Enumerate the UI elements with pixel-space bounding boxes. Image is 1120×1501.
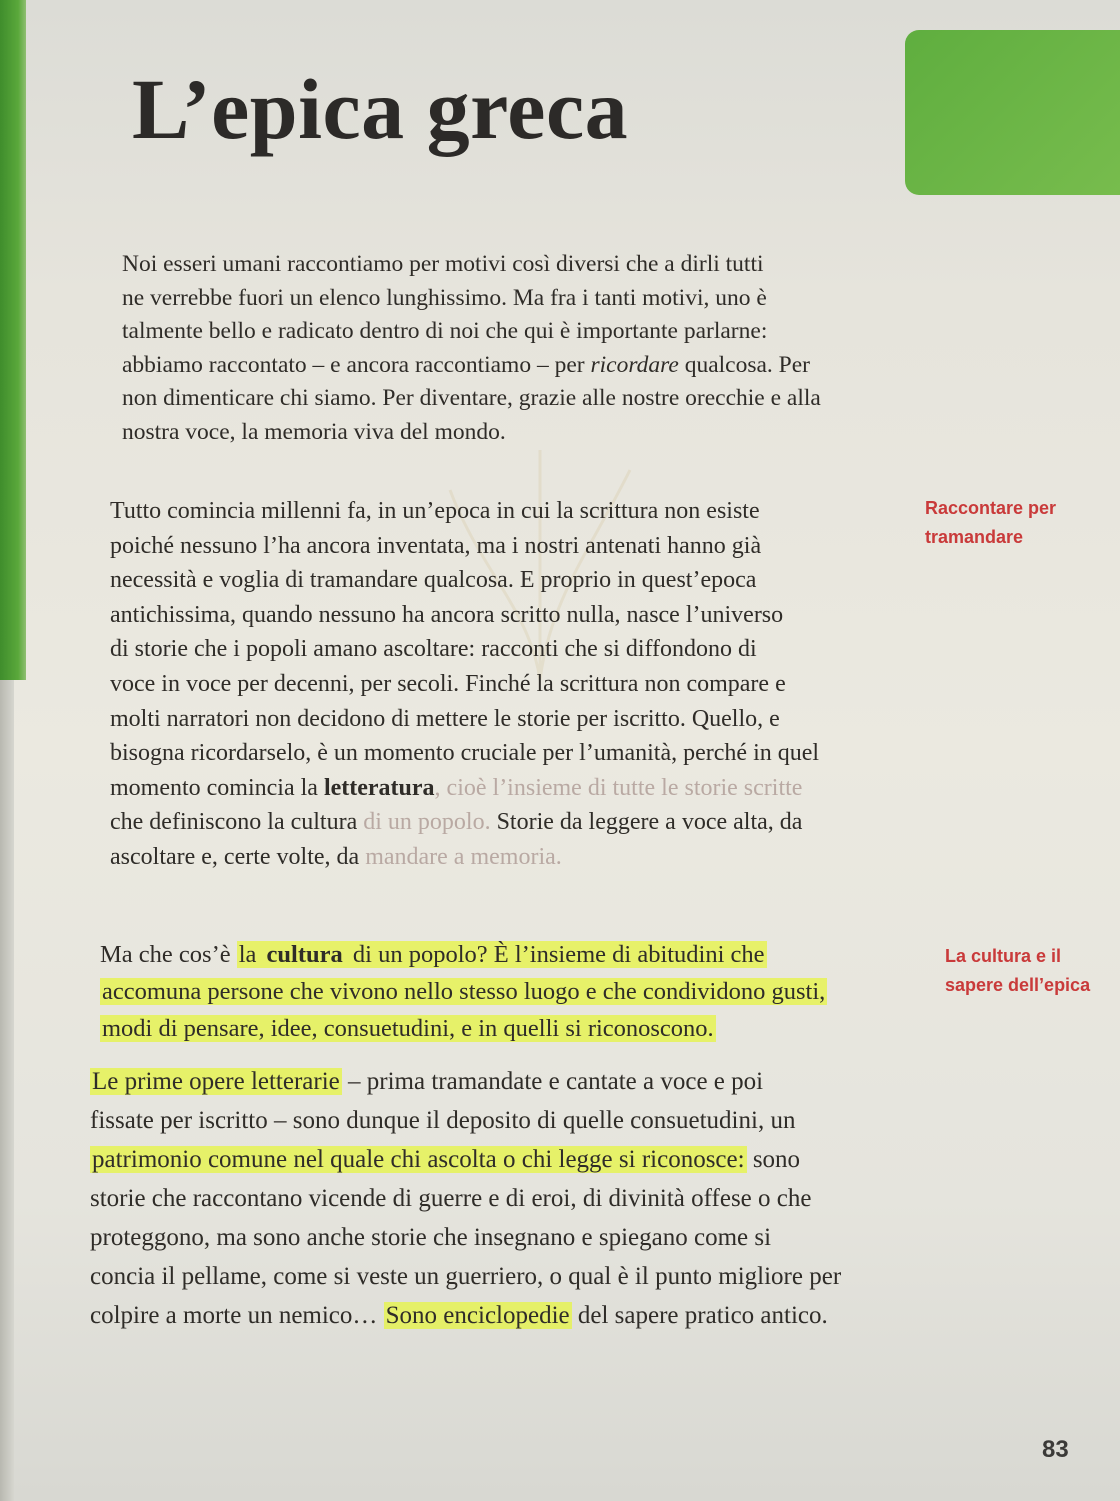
emphasized-word: ricordare [590,351,679,378]
highlighted-line: accomuna persone che vivono nello stesso luogo e che condividono gusti, [102,978,826,1005]
highlighted-phrase: Le prime opere letterarie [92,1068,340,1095]
highlighted-line: modi di pensare, idee, consuetudini, e in quelli si riconoscono. [102,1015,714,1042]
literary-works-paragraph: Le prime opere letterarie – prima tramandate e cantate a voce e poi fissate per iscritto – sono dunque il deposito di quelle consuetudini, un patrimonio comune nel quale chi ascolta o chi legge si riconosce: sono storie che raccontano vicende di guerre e di eroi, di divinità offese o che proteggono, ma sono anche storie che insegnano e spiegano come si concia il pellame, come si veste un guerriero, o qual è il punto migliore per colpire a morte un nemico… Sono enciclopedie del sapere pratico antico. [90,1068,842,1329]
culture-paragraph: Ma che cos’è la cultura di un popolo? È l’insieme di abitudini che accomuna persone che vivono nello stesso luogo e che condividono gusti, modi di pensare, idee, consuetudini, e in quelli si riconoscono. [100,941,826,1042]
sidenote-raccontare: Raccontare per tramandare [925,498,1057,547]
keyword-letteratura: letteratura [323,774,435,801]
origins-paragraph: Tutto comincia millenni fa, in un’epoca in cui la scrittura non esiste poiché nessuno l’ha ancora inventata, ma i nostri antenati hanno già necessità e voglia di tramandare qualcosa. E proprio in quest’epoca antichissima, quando nessuno ha ancora scritto nulla, nasce l’universo di storie che i popoli amano ascoltare: racconti che si diffondono di voce in voce per decenni, per secoli. Finché la scrittura non compare e molti narratori non decidono di mettere le storie per iscritto. Quello, e bisogna ricordarselo, è un momento cruciale per l’umanità, perché in quel momento comincia la letteratura, cioè l’insieme di tutte le storie scritte che definiscono la cultura di un popolo. Storie da leggere a voce alta, da ascoltare e, certe volte, da mandare a memoria. [110,498,820,870]
keyword-cultura: cultura [266,941,343,968]
page-number: 83 [1042,1436,1069,1463]
page-title: L’epica greca [132,61,629,157]
sidenote-cultura: La cultura e il sapere dell’epica [945,946,1091,995]
green-spine-strip [0,0,26,680]
highlighted-phrase: Sono enciclopedie [385,1302,570,1329]
intro-paragraph: Noi esseri umani raccontiamo per motivi così diversi che a dirli tutti ne verrebbe fuori un elenco lunghissimo. Ma fra i tanti motivi, uno è talmente bello e radicato dentro di noi che qui è importante parlarne: abbiamo raccontato – e ancora raccontiamo – per ricordare qualcosa. Per non dimenticare chi siamo. Per diventare, grazie alle nostre orecchie e alla nostra voce, la memoria viva del mondo. [122,251,821,445]
green-corner-tab [905,30,1120,195]
page-edge-shadow [0,680,14,1501]
highlighted-phrase: patrimonio comune nel quale chi ascolta o chi legge si riconosce: [92,1146,745,1173]
